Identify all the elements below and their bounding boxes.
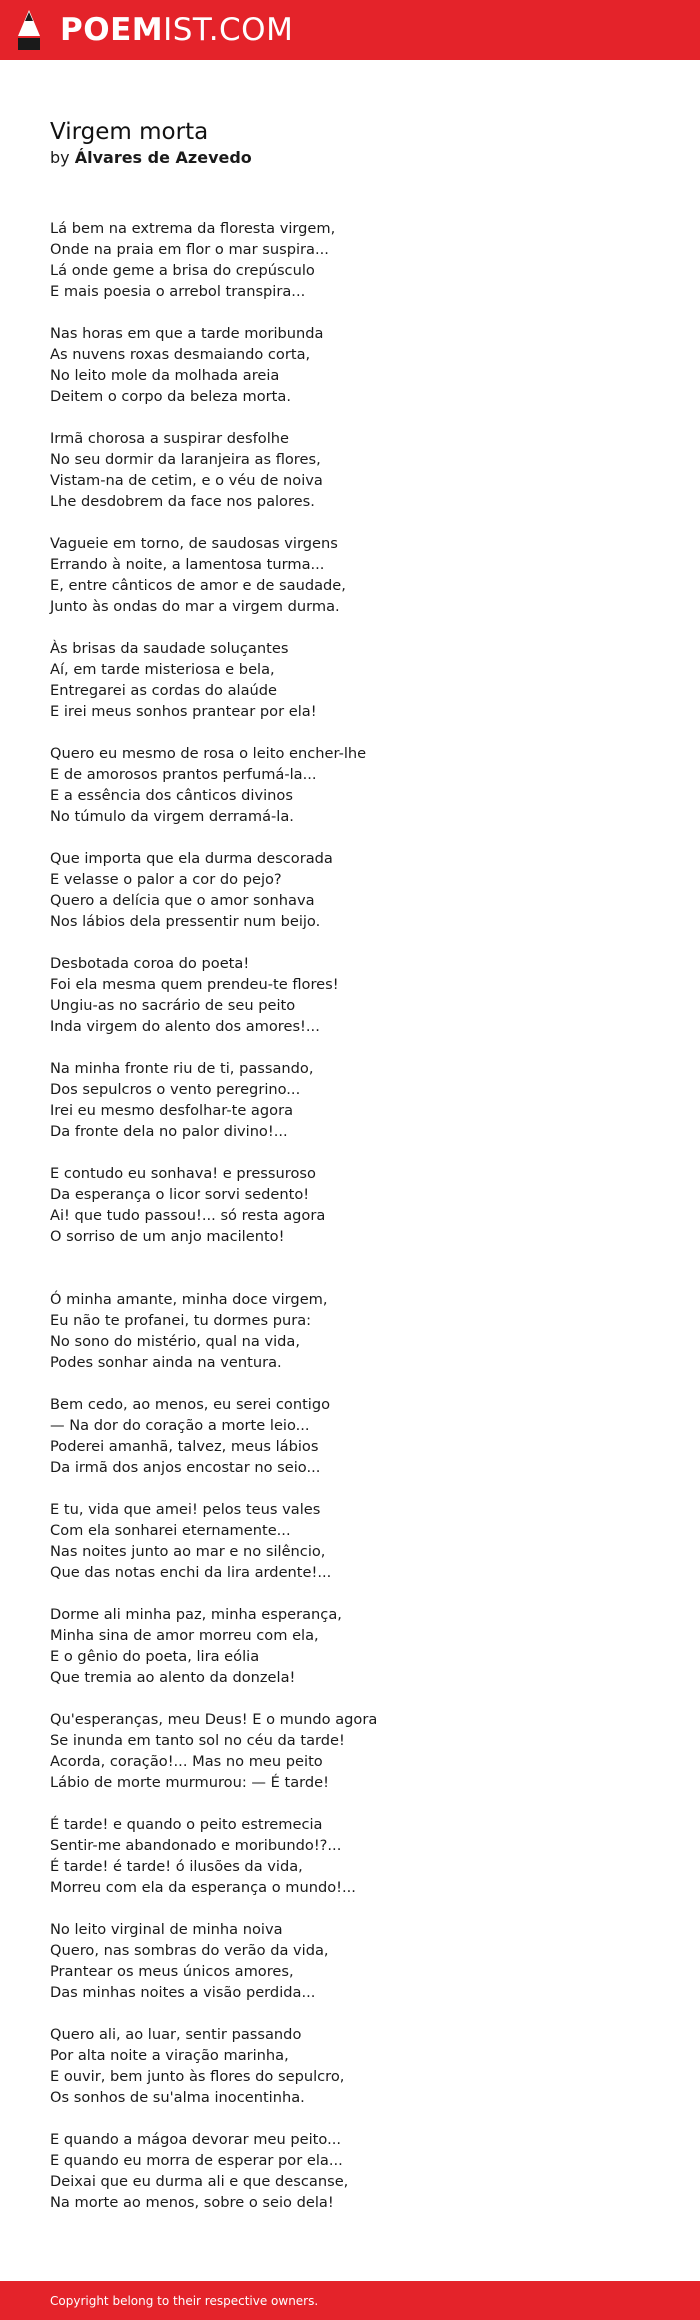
stanza [50,323,650,407]
poem-line: Deitem o corpo da beleza morta. [50,388,291,405]
poem-line: E irei meus sonhos prantear por ela! [50,703,317,720]
stanza [50,1919,650,2003]
poem-body [50,218,650,2213]
poem-line: No sono do mistério, qual na vida, [50,1333,301,1350]
poem-line: Quero eu mesmo de rosa o leito encher-lhe [50,745,367,762]
poem-line: Dorme ali minha paz, minha esperança, [50,1606,342,1623]
poem-line: Por alta noite a viração marinha, [50,2047,289,2064]
poem-line: Irei eu mesmo desfolhar-te agora [50,1102,294,1119]
poem-line: Podes sonhar ainda na ventura. [50,1354,282,1371]
poem-line: Que importa que ela durma descorada [50,850,333,867]
stanza [50,1709,650,1793]
poem-line: Às brisas da saudade soluçantes [50,640,289,657]
poem-line: E de amorosos prantos perfumá-la... [50,766,317,783]
stanza [50,2129,650,2213]
poem-line: Acorda, coração!... Mas no meu peito [50,1753,323,1770]
author-name[interactable]: Álvares de Azevedo [74,148,252,167]
poem-line: Onde na praia em flor o mar suspira... [50,241,329,258]
stanza [50,218,650,302]
poem-line: E quando a mágoa devorar meu peito... [50,2131,341,2148]
poem-line: Na morte ao menos, sobre o seio dela! [50,2194,334,2211]
poem-line: No leito virginal de minha noiva [50,1921,283,1938]
poem-line: Entregarei as cordas do alaúde [50,682,278,699]
poem-line: Deixai que eu durma ali e que descanse, [50,2173,349,2190]
poem-line: Junto às ondas do mar a virgem durma. [50,598,340,615]
stanza [50,533,650,617]
poem-line: Eu não te profanei, tu dormes pura: [50,1312,312,1329]
stanza [50,2024,650,2108]
poem-line: Errando à noite, a lamentosa turma... [50,556,325,573]
pencil-icon[interactable] [18,10,40,50]
poem-line: Dos sepulcros o vento peregrino... [50,1081,301,1098]
poem-line: É tarde! é tarde! ó ilusões da vida, [50,1858,303,1875]
poem-line: Ó minha amante, minha doce virgem, [50,1291,328,1308]
poem-line: Que tremia ao alento da donzela! [50,1669,296,1686]
poem-line: Lá bem na extrema da floresta virgem, [50,220,336,237]
poem-line: Minha sina de amor morreu com ela, [50,1627,319,1644]
stanza [50,1058,650,1142]
poem-line: Foi ela mesma quem prendeu-te flores! [50,976,339,993]
poem-line: Vistam-na de cetim, e o véu de noiva [50,472,323,489]
poem-line: Vagueie em torno, de saudosas virgens [50,535,338,552]
stanza [50,428,650,512]
poem-line: Prantear os meus únicos amores, [50,1963,294,1980]
site-logo[interactable] [60,11,294,48]
poem-line: E o gênio do poeta, lira eólia [50,1648,260,1665]
poem-line: Sentir-me abandonado e moribundo!?... [50,1837,342,1854]
site-header [0,0,700,60]
stanza [50,1163,650,1247]
poem-line: Desbotada coroa do poeta! [50,955,250,972]
stanza [50,1289,650,1373]
poem-line: Aí, em tarde misteriosa e bela, [50,661,275,678]
poem-line: Poderei amanhã, talvez, meus lábios [50,1438,319,1455]
poem-line: E velasse o palor a cor do pejo? [50,871,282,888]
copyright-text: Copyright belong to their respective owners. [50,2293,319,2308]
poem-line: Quero a delícia que o amor sonhava [50,892,315,909]
poem-line: E ouvir, bem junto às flores do sepulcro, [50,2068,345,2085]
poem-line: Lábio de morte murmurou: — É tarde! [50,1774,330,1791]
poem-line: Com ela sonharei eternamente... [50,1522,291,1539]
poem-title: Virgem morta [50,119,209,145]
poem-line: No leito mole da molhada areia [50,367,280,384]
poem-line: Que das notas enchi da lira ardente!... [50,1564,332,1581]
poem-line: No túmulo da virgem derramá-la. [50,808,294,825]
poem-line: Qu'esperanças, meu Deus! E o mundo agora [50,1711,378,1728]
poem-line: Morreu com ela da esperança o mundo!... [50,1879,356,1896]
poem-line: As nuvens roxas desmaiando corta, [50,346,311,363]
poem-line: Quero ali, ao luar, sentir passando [50,2026,302,2043]
poem-line: Bem cedo, ao menos, eu serei contigo [50,1396,331,1413]
poem-line: — Na dor do coração a morte leio... [50,1417,310,1434]
stanza [50,743,650,827]
poem-line: Irmã chorosa a suspirar desfolhe [50,430,289,447]
poem-line: Das minhas noites a visão perdida... [50,1984,316,2001]
poem-line: Da fronte dela no palor divino!... [50,1123,288,1140]
poem-line: Nas noites junto ao mar e no silêncio, [50,1543,326,1560]
poem-line: E mais poesia o arrebol transpira... [50,283,306,300]
poem-line: E quando eu morra de esperar por ela... [50,2152,343,2169]
site-footer [0,2281,700,2320]
poem-line: Ai! que tudo passou!... só resta agora [50,1207,326,1224]
poem-line: Lá onde geme a brisa do crepúsculo [50,262,315,279]
poem-line: Na minha fronte riu de ti, passando, [50,1060,314,1077]
poem-line: Lhe desdobrem da face nos palores. [50,493,315,510]
by-label: by [50,148,70,167]
poem-line: Inda virgem do alento dos amores!... [50,1018,320,1035]
poem-line: E contudo eu sonhava! e pressuroso [50,1165,316,1182]
poem-line: Nos lábios dela pressentir num beijo. [50,913,321,930]
byline [50,147,650,169]
logo-light-text: IST.COM [163,11,294,48]
stanza [50,1499,650,1583]
poem-line: Os sonhos de su'alma inocentinha. [50,2089,305,2106]
poem-line: Nas horas em que a tarde moribunda [50,325,324,342]
stanza [50,1394,650,1478]
poem-line: É tarde! e quando o peito estremecia [50,1816,323,1833]
poem-line: O sorriso de um anjo macilento! [50,1228,285,1245]
stanza [50,638,650,722]
stanza [50,848,650,932]
poem-line: E tu, vida que amei! pelos teus vales [50,1501,321,1518]
poem-line: No seu dormir da laranjeira as flores, [50,451,321,468]
poem-line: E a essência dos cânticos divinos [50,787,293,804]
stanza [50,953,650,1037]
poem-line: Da esperança o licor sorvi sedento! [50,1186,310,1203]
poem-content [50,118,650,2234]
poem-line: Da irmã dos anjos encostar no seio... [50,1459,321,1476]
poem-line: Se inunda em tanto sol no céu da tarde! [50,1732,345,1749]
stanza [50,1604,650,1688]
stanza [50,1814,650,1898]
logo-bold-text: POEM [60,11,164,48]
poem-line: Ungiu-as no sacrário de seu peito [50,997,296,1014]
poem-line: Quero, nas sombras do verão da vida, [50,1942,329,1959]
poem-line: E, entre cânticos de amor e de saudade, [50,577,346,594]
